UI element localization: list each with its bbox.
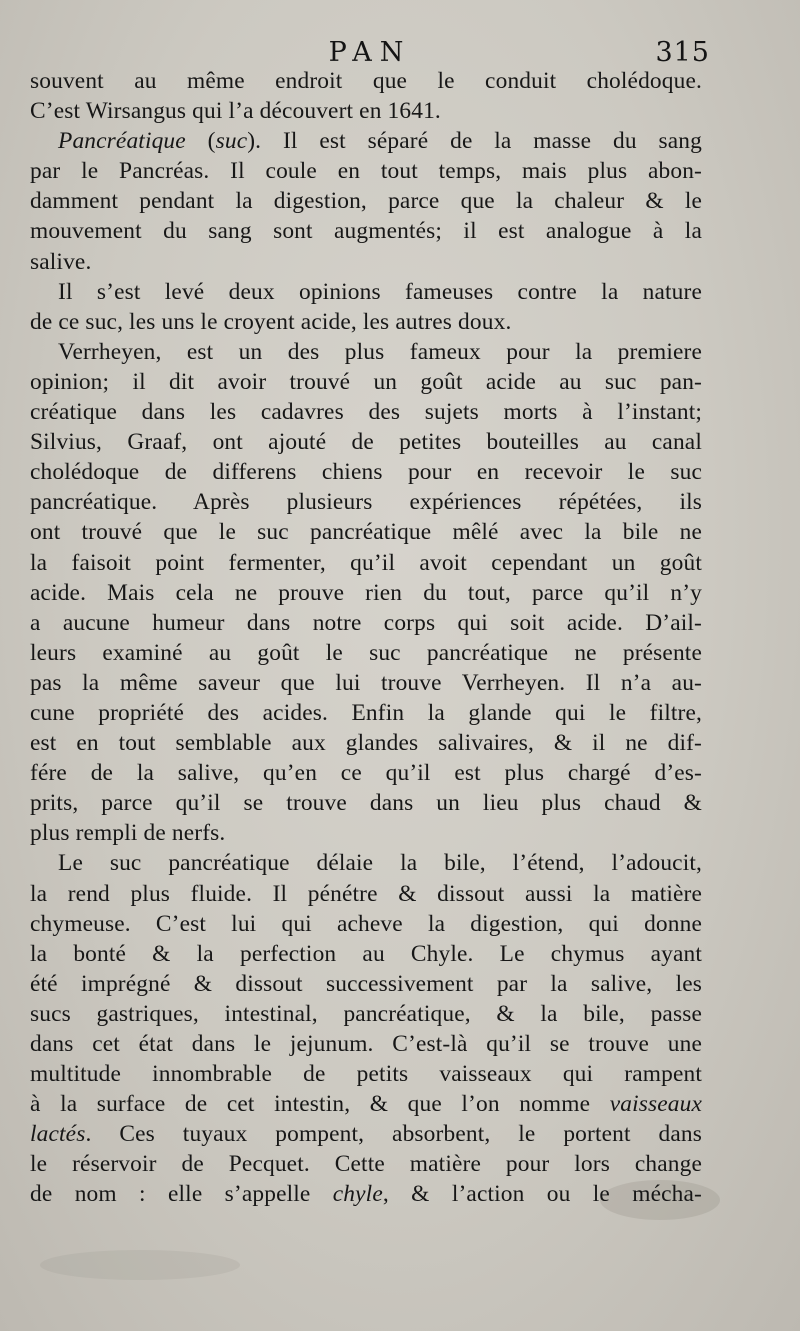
text-line — [30, 909, 702, 939]
text-segment: la bonté & la perfection au Chyle. Le chymus ayant — [30, 940, 702, 967]
text-segment: Il s’est levé deux opinions fameuses contre la nature — [58, 278, 702, 305]
text-segment: ont trouvé que le suc pancréatique mêlé avec la bile ne — [30, 519, 702, 546]
text-line — [30, 1149, 702, 1179]
text-line — [30, 788, 702, 818]
text-line — [30, 1119, 702, 1149]
text-segment: salive. — [30, 248, 92, 275]
text-line — [30, 247, 702, 277]
text-line — [30, 1179, 702, 1209]
text-segment: ). Il est séparé de la masse du sang — [247, 128, 702, 155]
italic-text: vaisseaux — [609, 1091, 702, 1118]
text-segment: souvent au même endroit que le conduit cholédoque. — [30, 68, 702, 94]
text-line — [30, 638, 702, 668]
paper-stain — [40, 1250, 240, 1280]
text-segment: multitude innombrable de petits vaisseaux qui rampent — [30, 1061, 702, 1088]
text-line — [30, 728, 702, 758]
text-segment: , & l’action ou le mécha- — [382, 1181, 702, 1208]
text-segment: pas la même saveur que lui trouve Verrheyen. Il n’a au- — [30, 669, 702, 696]
text-segment: le réservoir de Pecquet. Cette matière pour lors change — [30, 1151, 702, 1178]
text-segment: est en tout semblable aux glandes salivaires, & il ne dif- — [30, 730, 702, 757]
text-line — [30, 969, 702, 999]
text-line — [30, 96, 702, 126]
text-line — [30, 457, 702, 487]
text-segment: ( — [207, 128, 216, 155]
text-line — [30, 66, 702, 96]
text-segment: cholédoque de differens chiens pour en recevoir le suc — [30, 459, 702, 486]
text-line — [30, 427, 702, 457]
text-line — [30, 126, 702, 156]
text-line — [30, 999, 702, 1029]
text-line — [30, 216, 702, 246]
text-segment: chymeuse. C’est lui qui acheve la digestion, qui donne — [30, 910, 702, 937]
text-line — [30, 548, 702, 578]
text-segment: leurs examiné au goût le suc pancréatique ne présente — [30, 639, 702, 666]
text-segment: C’est Wirsangus qui l’a découvert en 1641. — [30, 98, 441, 125]
text-line — [30, 277, 702, 307]
text-segment: cune propriété des acides. Enfin la glande qui le filtre, — [30, 699, 702, 726]
text-segment: opinion; il dit avoir trouvé un goût acide au suc pan- — [30, 368, 702, 395]
text-segment: de ce suc, les uns le croyent acide, les autres doux. — [30, 308, 512, 335]
text-line — [30, 818, 702, 848]
text-segment: la rend plus fluide. Il pénétre & dissout aussi la matière — [30, 880, 702, 907]
text-segment: plus rempli de nerfs. — [30, 820, 226, 847]
text-line — [30, 487, 702, 517]
text-segment: prits, parce qu’il se trouve dans un lieu plus chaud & — [30, 790, 702, 817]
text-segment: à la surface de cet intestin, & que l’on nomme — [30, 1091, 610, 1118]
text-segment: par le Pancréas. Il coule en tout temps, mais plus abon- — [30, 158, 702, 185]
text-line — [30, 608, 702, 638]
text-segment: Silvius, Graaf, ont ajouté de petites bouteilles au canal — [30, 429, 702, 456]
text-line — [30, 848, 702, 878]
text-segment: sucs gastriques, intestinal, pancréatique, & la bile, passe — [30, 1000, 702, 1027]
text-segment: Le suc pancréatique délaie la bile, l’étend, l’adoucit, — [58, 850, 702, 877]
text-line — [30, 758, 702, 788]
text-segment: été imprégné & dissout successivement par la salive, les — [30, 970, 702, 997]
text-segment: . Ces tuyaux pompent, absorbent, le portent dans — [85, 1121, 702, 1148]
italic-text: lactés — [30, 1121, 86, 1148]
text-line — [30, 186, 702, 216]
text-segment: damment pendant la digestion, parce que la chaleur & le — [30, 188, 702, 215]
text-line — [30, 879, 702, 909]
text-segment: de nom : elle s’appelle — [30, 1181, 333, 1208]
text-line — [30, 1059, 702, 1089]
text-segment: a aucune humeur dans notre corps qui soit acide. D’ail- — [30, 609, 702, 636]
italic-text: suc — [215, 128, 248, 155]
text-line — [30, 698, 702, 728]
page-number: 315 — [655, 37, 710, 68]
text-segment: dans cet état dans le jejunum. C’est-là qu’il se trouve une — [30, 1031, 702, 1057]
text-segment: la faisoit point fermenter, qu’il avoit cependant un goût — [30, 549, 702, 576]
body-text — [30, 66, 702, 1210]
text-line — [30, 1089, 702, 1119]
text-line — [30, 337, 702, 367]
text-line — [30, 578, 702, 608]
text-line — [30, 397, 702, 427]
text-line — [30, 1029, 702, 1059]
text-segment: pancréatique. Après plusieurs expériences répétées, ils — [30, 489, 702, 516]
text-line — [30, 668, 702, 698]
italic-text: Pancréatique — [58, 128, 208, 155]
text-line — [30, 156, 702, 186]
italic-text: chyle — [332, 1181, 383, 1208]
text-line — [30, 939, 702, 969]
text-segment: Verrheyen, est un des plus fameux pour la premiere — [58, 338, 702, 365]
text-line — [30, 517, 702, 547]
text-segment: acide. Mais cela ne prouve rien du tout, parce qu’il n’y — [30, 579, 702, 606]
text-segment: mouvement du sang sont augmentés; il est analogue à la — [30, 218, 702, 245]
text-segment: fére de la salive, qu’en ce qu’il est plus chargé d’es- — [30, 760, 702, 787]
text-line — [30, 367, 702, 397]
running-head: PAN — [328, 37, 412, 68]
text-segment: créatique dans les cadavres des sujets morts à l’instant; — [30, 399, 702, 426]
text-line — [30, 307, 702, 337]
